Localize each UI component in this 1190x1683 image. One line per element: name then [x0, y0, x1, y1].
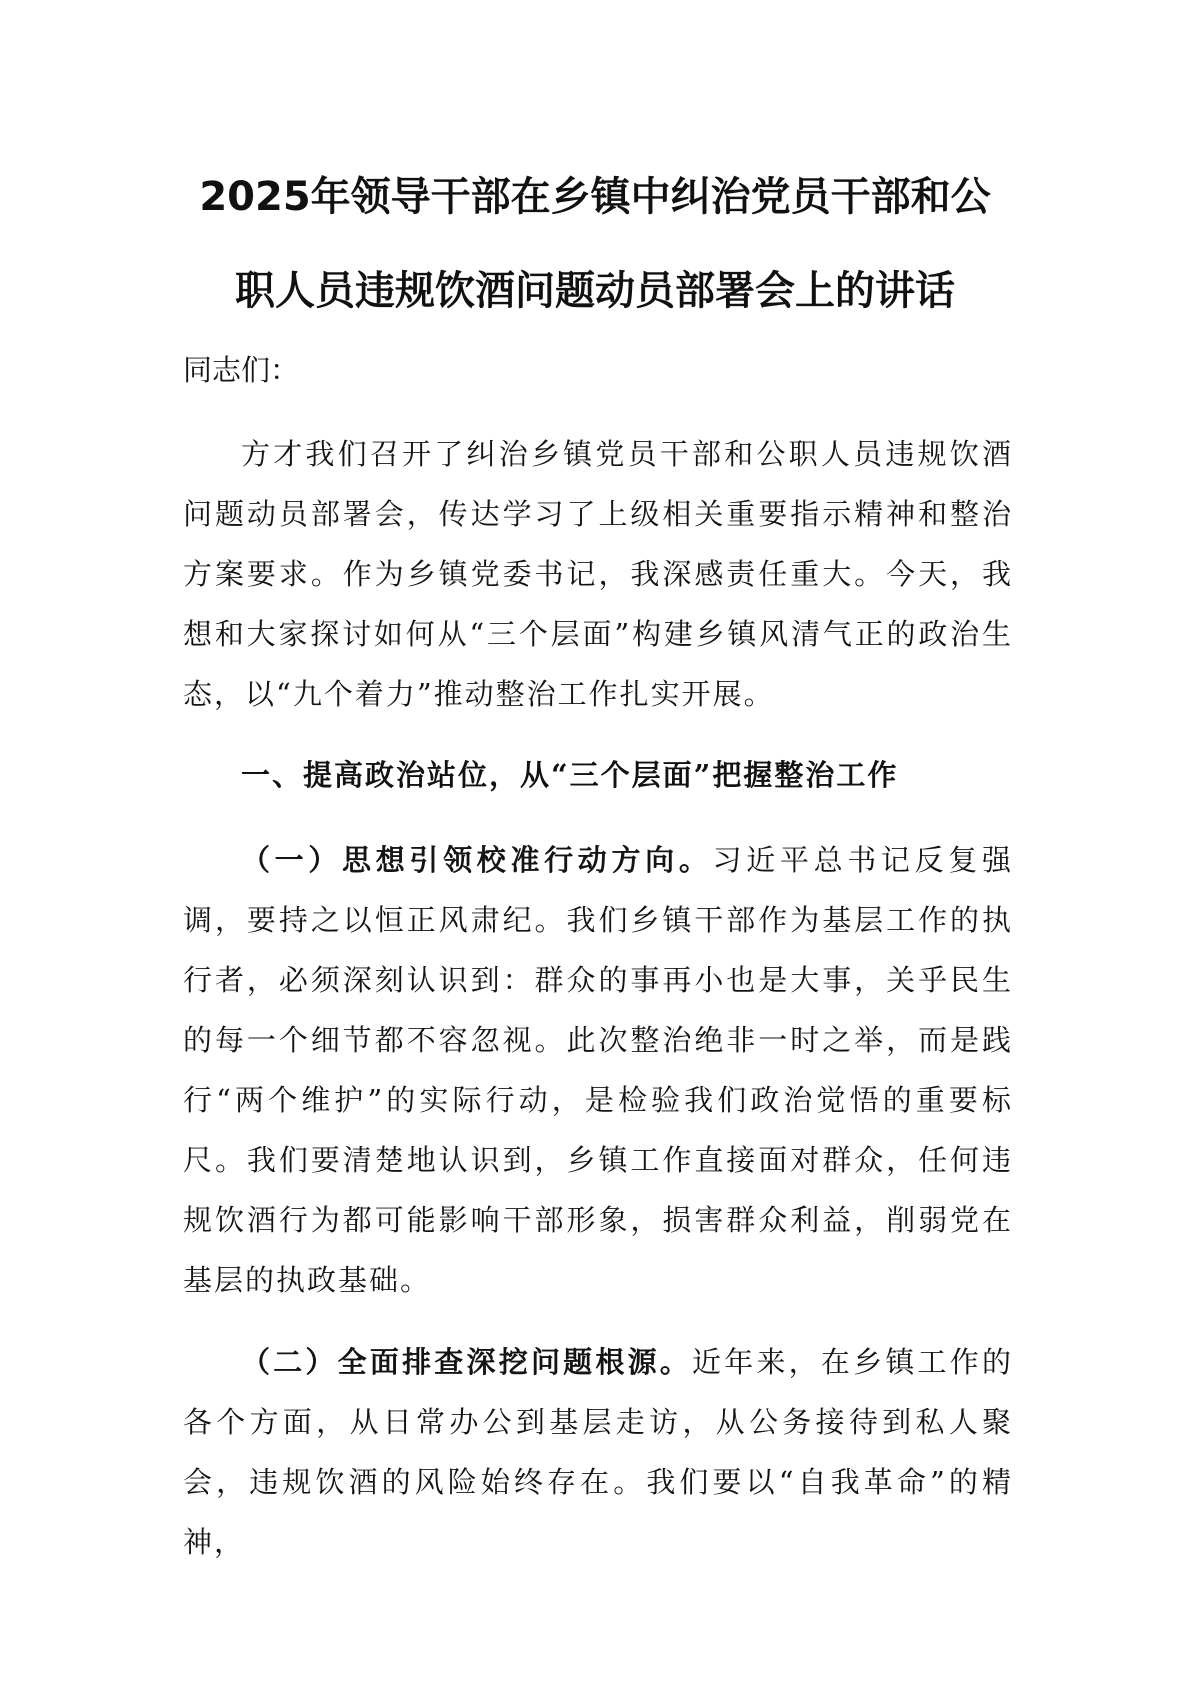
subsection-heading-2: （二）全面排查深挖问题根源。: [241, 1345, 693, 1379]
title-line-2: 职人员违规饮酒问题动员部署会上的讲话: [235, 268, 955, 314]
title-line-1: 2025年领导干部在乡镇中纠治党员干部和公: [199, 174, 991, 220]
subsection-paragraph-1: [183, 830, 1013, 1310]
document-title: [160, 150, 1030, 338]
subsection-body-1: 习近平总书记反复强调，要持之以恒正风肃纪。我们乡镇干部作为基层工作的执行者，必须深刻认识到：群众的事再小也是大事，关乎民生的每一个细节都不容忽视。此次整治绝非一时之举，而是践行“两个维护”的实际行动，是检验我们政治觉悟的重要标尺。我们要清楚地认识到，乡镇工作直接面对群众，任何违规饮酒行为都可能影响干部形象，损害群众利益，削弱党在基层的执政基础。: [183, 843, 1013, 1297]
intro-paragraph: 方才我们召开了纠治乡镇党员干部和公职人员违规饮酒问题动员部署会，传达学习了上级相关重要指示精神和整治方案要求。作为乡镇党委书记，我深感责任重大。今天，我想和大家探讨如何从“三个层面”构建乡镇风清气正的政治生态，以“九个着力”推动整治工作扎实开展。: [183, 437, 1013, 711]
subsection-heading-1: （一）思想引领校准行动方向。: [241, 843, 713, 877]
subsection-body-2: 近年来，在乡镇工作的各个方面，从日常办公到基层走访，从公务接待到私人聚会，违规饮酒的风险始终存在。我们要以“自我革命”的精神，: [183, 1345, 1013, 1559]
salutation: 同志们：: [183, 353, 300, 387]
section-heading-1: 一、提高政治站位，从“三个层面”把握整治工作: [241, 758, 899, 792]
subsection-paragraph-2: [183, 1332, 1013, 1572]
